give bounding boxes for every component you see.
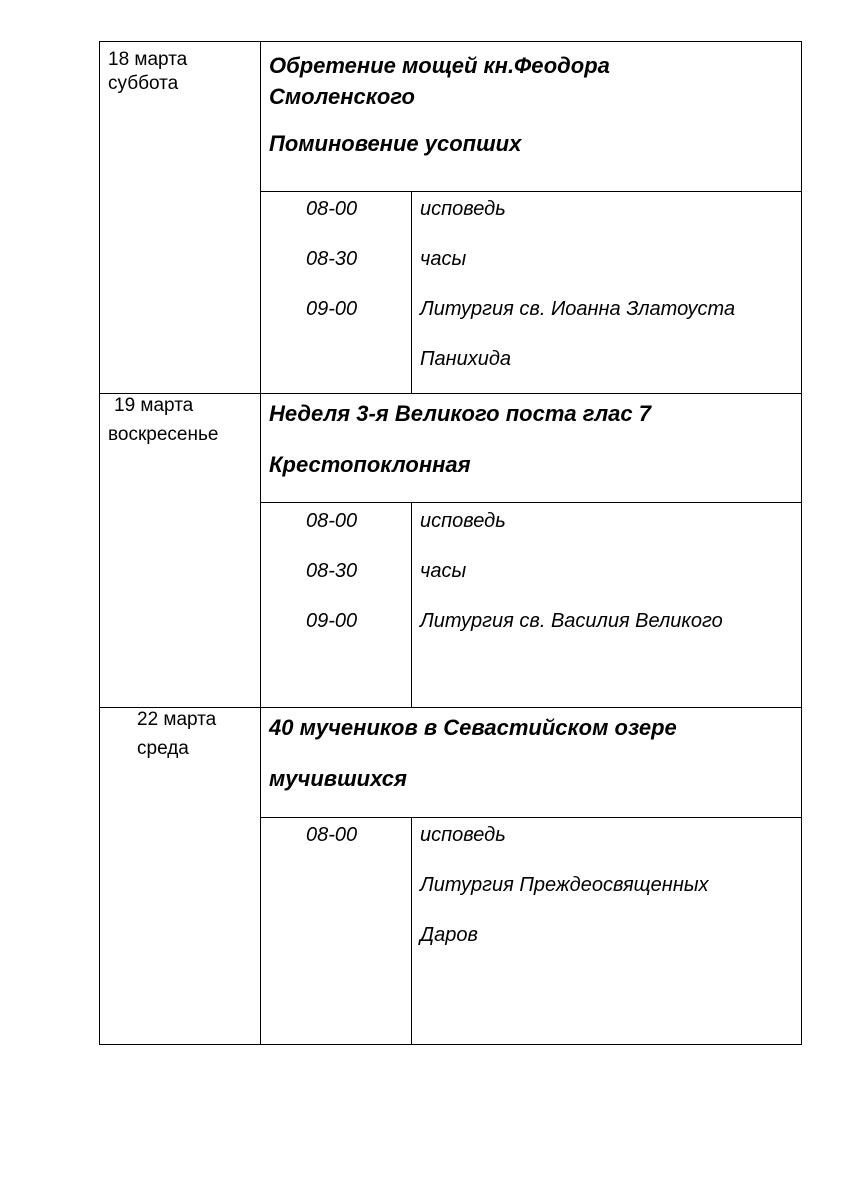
day-header-row [100, 394, 802, 503]
feast-line: Смоленского [269, 84, 415, 109]
feast-cell [261, 708, 802, 818]
times-cell [261, 192, 412, 394]
service-name: Литургия св. Иоанна Златоуста [420, 298, 736, 320]
day-cell [100, 394, 261, 708]
day-header-row [100, 708, 802, 818]
service-name: Панихида [420, 348, 512, 370]
feast-gap [269, 746, 791, 764]
services-cell [412, 192, 802, 394]
times-cell [261, 503, 412, 708]
service-name: исповедь [420, 510, 506, 532]
feast-cell [261, 42, 802, 192]
day-header-row [100, 42, 802, 192]
feast-gap [269, 110, 791, 128]
service-schedule-table [99, 41, 802, 1045]
day-weekday: среда [137, 738, 189, 759]
feast-line: Обретение мощей кн.Феодора [269, 53, 610, 78]
feast-line: Неделя 3-я Великого поста глас 7 [269, 401, 651, 426]
feast-cell [261, 394, 802, 503]
feast-line: мучившихся [269, 766, 407, 791]
service-time: 08-30 [306, 248, 358, 270]
day-cell [100, 42, 261, 394]
times-cell [261, 818, 412, 1045]
services-cell [412, 503, 802, 708]
service-name: исповедь [420, 198, 506, 220]
services-cell [412, 818, 802, 1045]
service-time: 09-00 [306, 610, 358, 632]
day-date: 18 марта [108, 49, 188, 70]
service-name: часы [420, 560, 467, 582]
service-time: 08-00 [306, 824, 358, 846]
day-date: 19 марта [114, 395, 194, 416]
service-time: 08-00 [306, 510, 358, 532]
service-time: 09-00 [306, 298, 358, 320]
service-time: 08-30 [306, 560, 358, 582]
feast-line: Поминовение усопших [269, 131, 522, 156]
feast-gap [269, 432, 791, 450]
service-time: 08-00 [306, 198, 358, 220]
service-name: исповедь [420, 824, 506, 846]
service-name: Даров [420, 924, 478, 946]
day-date: 22 марта [137, 709, 217, 730]
day-weekday: суббота [108, 73, 179, 94]
service-name: часы [420, 248, 467, 270]
day-cell [100, 708, 261, 1045]
feast-line: Крестопоклонная [269, 452, 471, 477]
service-name: Литургия св. Василия Великого [420, 610, 723, 632]
feast-line: 40 мучеников в Севастийском озере [269, 715, 677, 740]
service-name: Литургия Преждеосвященных [420, 874, 709, 896]
day-weekday: воскресенье [108, 424, 219, 445]
